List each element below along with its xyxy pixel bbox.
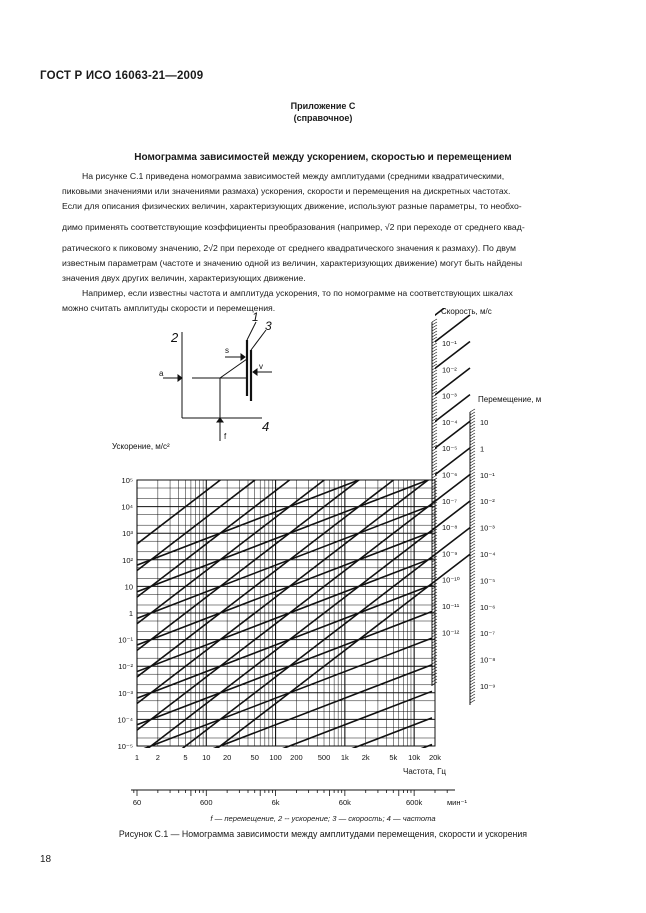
displacement-scale-hatch: [470, 679, 475, 682]
displacement-scale-hatch: [470, 505, 475, 508]
displacement-scale-hatch: [470, 589, 475, 592]
displacement-scale-hatch: [470, 664, 475, 667]
displacement-scale-hatch: [470, 601, 475, 604]
displacement-scale-hatch: [470, 469, 475, 472]
x-tick-label: 1k: [340, 753, 349, 762]
displacement-scale-hatch: [470, 607, 475, 610]
displacement-scale-hatch: [470, 640, 475, 643]
displacement-scale-hatch: [470, 658, 475, 661]
velocity-scale-hatch: [432, 463, 437, 466]
displacement-scale-hatch: [470, 478, 475, 481]
displacement-scale-hatch: [470, 661, 475, 664]
y-tick-label: 10⁻²: [118, 662, 133, 672]
displacement-scale-hatch: [470, 625, 475, 628]
velocity-scale-hatch: [432, 388, 437, 391]
velocity-scale-hatch: [432, 394, 437, 397]
displacement-tick-label: 10⁻⁴: [480, 550, 496, 559]
displacement-scale-hatch: [470, 586, 475, 589]
x-tick-label: 200: [290, 753, 303, 762]
displacement-tick-label: 10⁻⁸: [480, 655, 496, 665]
y-tick-label: 10⁻³: [118, 688, 133, 698]
displacement-scale-hatch: [470, 451, 475, 454]
velocity-scale-hatch: [432, 436, 437, 439]
velocity-scale-hatch: [432, 451, 437, 454]
velocity-scale-hatch: [432, 325, 437, 328]
velocity-scale-hatch: [432, 460, 437, 463]
displacement-scale-hatch: [470, 433, 475, 436]
inset-label-a: a: [159, 369, 164, 378]
velocity-scale-hatch: [432, 409, 437, 412]
displacement-scale-hatch: [470, 445, 475, 448]
velocity-scale-hatch: [432, 334, 437, 337]
displacement-scale-hatch: [470, 568, 475, 571]
displacement-scale-hatch: [470, 604, 475, 607]
displacement-scale-hatch: [470, 421, 475, 424]
inset-label-s: s: [225, 346, 229, 355]
right-scales: [432, 319, 496, 705]
inset-label-f: f: [224, 432, 227, 441]
displacement-tick-label: 10⁻²: [480, 497, 495, 507]
velocity-tick-label: 10⁻⁴: [442, 417, 458, 427]
velocity-tick-label: 10⁻³: [442, 391, 457, 401]
displacement-scale-hatch: [470, 700, 475, 703]
displacement-scale-hatch: [470, 448, 475, 451]
inset-label-v: v: [259, 362, 263, 371]
displacement-scale-hatch: [470, 460, 475, 463]
sqrt-symbol: √2: [208, 243, 218, 253]
displacement-scale-hatch: [470, 538, 475, 541]
displacement-scale-hatch: [470, 466, 475, 469]
displacement-scale-hatch: [470, 562, 475, 565]
text-span: ратического к пиковому значению, 2: [62, 243, 209, 253]
velocity-scale-title: Скорость, м/с: [441, 307, 492, 316]
velocity-scale-hatch: [432, 322, 437, 325]
displacement-scale-hatch: [470, 571, 475, 574]
velocity-scale-hatch: [432, 331, 437, 334]
velocity-scale-hatch: [432, 442, 437, 445]
inset-label-3: 3: [265, 319, 272, 333]
velocity-scale-hatch: [432, 343, 437, 346]
displacement-scale-hatch: [470, 502, 475, 505]
displacement-scale-hatch: [470, 436, 475, 439]
rpm-tick-label: 600k: [406, 798, 423, 807]
velocity-scale-hatch: [432, 454, 437, 457]
velocity-scale-hatch: [432, 469, 437, 472]
displacement-scale-hatch: [470, 481, 475, 484]
velocity-scale-hatch: [432, 448, 437, 451]
inset-diagram: [163, 322, 272, 441]
velocity-tick-label: 10⁻¹: [442, 339, 457, 348]
y-tick-label: 10³: [122, 529, 133, 539]
displacement-tick-label: 10⁻⁹: [480, 682, 496, 691]
displacement-scale-hatch: [470, 490, 475, 493]
velocity-scale-hatch: [432, 397, 437, 400]
displacement-scale-hatch: [470, 454, 475, 457]
displacement-scale-hatch: [470, 694, 475, 697]
displacement-scale-hatch: [470, 511, 475, 514]
rpm-tick-label: 60k: [338, 798, 351, 807]
displacement-scale-hatch: [470, 655, 475, 658]
displacement-scale-hatch: [470, 646, 475, 649]
text-line: пиковыми значениями или значениями размаха) ускорения, скорости и перемещения на дискретных частотах.: [62, 186, 511, 196]
displacement-scale-hatch: [470, 547, 475, 550]
displacement-scale-hatch: [470, 649, 475, 652]
displacement-scale-hatch: [470, 475, 475, 478]
x-tick-label: 50: [250, 753, 259, 762]
velocity-tick-label: 10⁻²: [442, 365, 457, 375]
displacement-scale-hatch: [470, 556, 475, 559]
displacement-scale-hatch: [470, 496, 475, 499]
displacement-line: [117, 315, 470, 586]
rpm-unit-label: мин⁻¹: [447, 798, 467, 807]
displacement-scale-hatch: [470, 484, 475, 487]
rpm-tick-label: 6k: [271, 798, 280, 807]
displacement-tick-label: 1: [480, 444, 485, 454]
y-tick-label: 10: [124, 582, 133, 592]
velocity-tick-label: 10⁻⁸: [442, 523, 458, 533]
y-tick-label: 10²: [122, 555, 133, 565]
velocity-scale-hatch: [432, 430, 437, 433]
displacement-scale-hatch: [470, 424, 475, 427]
x-tick-label: 500: [317, 753, 331, 762]
displacement-scale-hatch: [470, 667, 475, 670]
velocity-scale-hatch: [432, 361, 437, 364]
y-tick-label: 10⁻⁵: [117, 742, 133, 751]
velocity-tick-label: 10⁻¹⁰: [442, 575, 460, 585]
x-tick-label: 5k: [389, 753, 398, 762]
displacement-scale-hatch: [470, 439, 475, 442]
displacement-line: [117, 341, 470, 612]
velocity-scale-hatch: [432, 379, 437, 382]
velocity-scale-hatch: [432, 337, 437, 340]
text-line: Например, если известны частота и амплитуда ускорения, то по номограмме на соответствующих шкалах: [82, 288, 513, 298]
velocity-scale-hatch: [432, 358, 437, 361]
chart-grid: [137, 480, 435, 746]
displacement-tick-label: 10⁻⁵: [480, 576, 496, 586]
velocity-tick-label: 10⁻⁷: [442, 496, 458, 506]
velocity-scale-hatch: [432, 406, 437, 409]
displacement-scale-hatch: [470, 412, 475, 415]
displacement-scale-hatch: [470, 613, 475, 616]
displacement-scale-hatch: [470, 670, 475, 673]
x-tick-label: 20: [222, 753, 232, 762]
displacement-scale-hatch: [470, 493, 475, 496]
displacement-scale-hatch: [470, 457, 475, 460]
inset-label-2: 2: [171, 330, 179, 345]
section-title: Номограмма зависимостей между ускорением, скоростью и перемещением: [134, 152, 512, 163]
displacement-scale-hatch: [470, 598, 475, 601]
displacement-scale-hatch: [470, 520, 475, 523]
figure-legend: f — перемещение, 2 -- ускорение; 3 — скорость; 4 — частота: [210, 814, 436, 823]
velocity-scale-hatch: [432, 370, 437, 373]
velocity-scale-hatch: [432, 346, 437, 349]
displacement-scale-hatch: [470, 415, 475, 418]
velocity-scale-hatch: [432, 376, 437, 379]
displacement-scale-title: Перемещение, м: [478, 395, 542, 404]
x-tick-label: 2k: [361, 753, 370, 762]
displacement-scale-hatch: [470, 628, 475, 631]
velocity-scale-hatch: [432, 352, 437, 355]
x-tick-label: 100: [269, 753, 282, 762]
velocity-scale-hatch: [432, 439, 437, 442]
leader-3: [251, 330, 266, 350]
displacement-scale-hatch: [470, 580, 475, 583]
displacement-tick-label: 10: [480, 418, 489, 427]
displacement-scale-hatch: [470, 595, 475, 598]
text-line: На рисунке С.1 приведена номограмма зависимостей между амплитудами (средними квадратическими,: [82, 171, 505, 181]
sqrt-symbol: √2: [384, 222, 395, 232]
displacement-line: [117, 288, 470, 559]
velocity-scale-hatch: [432, 328, 437, 331]
y-tick-label: 10⁻⁴: [117, 715, 133, 725]
y-tick-label: 10⁵: [121, 476, 133, 485]
displacement-tick-label: 10⁻¹: [480, 470, 495, 480]
displacement-scale-hatch: [470, 682, 475, 685]
displacement-scale-hatch: [470, 622, 475, 625]
arrowhead-icon: [217, 418, 223, 422]
velocity-scale-hatch: [432, 466, 437, 469]
velocity-tick-label: 10⁻⁹: [442, 549, 458, 559]
velocity-scale-hatch: [432, 385, 437, 388]
displacement-scale-hatch: [470, 553, 475, 556]
arrowhead-icon: [253, 369, 257, 375]
displacement-scale-hatch: [470, 637, 475, 640]
page-number: 18: [40, 854, 52, 865]
displacement-tick-label: 10⁻⁷: [480, 629, 496, 639]
text-line: Если для описания физических величин, характеризующих движение, используют разные параметры, то необхо-: [62, 201, 522, 211]
displacement-scale-hatch: [470, 697, 475, 700]
x-tick-label: 2: [155, 753, 160, 762]
displacement-scale-hatch: [470, 517, 475, 520]
displacement-tick-label: 10⁻⁶: [480, 602, 496, 612]
displacement-scale-hatch: [470, 463, 475, 466]
velocity-tick-label: 10⁻⁵: [442, 444, 458, 454]
displacement-scale-hatch: [470, 691, 475, 694]
arrowhead-icon: [241, 354, 245, 360]
displacement-scale-hatch: [470, 499, 475, 502]
x-axis-title: Частота, Гц: [403, 767, 447, 776]
y-tick-label: 10⁻¹: [118, 635, 133, 645]
inset-label-1: 1: [252, 310, 259, 324]
displacement-scale-hatch: [470, 631, 475, 634]
velocity-scale-hatch: [432, 475, 437, 478]
displacement-scale-hatch: [470, 643, 475, 646]
displacement-scale-hatch: [470, 619, 475, 622]
displacement-scale-hatch: [470, 523, 475, 526]
velocity-scale-hatch: [432, 457, 437, 460]
displacement-scale-hatch: [470, 541, 475, 544]
displacement-scale-hatch: [470, 508, 475, 511]
displacement-scale-hatch: [470, 487, 475, 490]
displacement-scale-hatch: [470, 442, 475, 445]
text-line: значения двух других величин, характеризующих движение.: [62, 273, 306, 283]
velocity-scale-hatch: [432, 427, 437, 430]
text-span: при переходе от среднего квад-: [394, 222, 525, 232]
y-tick-label: 1: [128, 609, 133, 618]
displacement-scale-hatch: [470, 688, 475, 691]
velocity-scale-hatch: [432, 412, 437, 415]
displacement-scale-hatch: [470, 610, 475, 613]
velocity-scale-hatch: [432, 382, 437, 385]
rpm-tick-label: 60: [132, 798, 142, 807]
velocity-scale-hatch: [432, 415, 437, 418]
displacement-scale-hatch: [470, 583, 475, 586]
displacement-scale-hatch: [470, 676, 475, 679]
displacement-scale-hatch: [470, 418, 475, 421]
velocity-scale-hatch: [432, 349, 437, 352]
velocity-scale-hatch: [432, 319, 437, 322]
displacement-scale-hatch: [470, 559, 475, 562]
y-tick-label: 10⁴: [121, 502, 133, 512]
displacement-scale-hatch: [470, 427, 475, 430]
displacement-scale-hatch: [470, 565, 475, 568]
velocity-tick-label: 10⁻¹¹: [442, 602, 460, 611]
x-tick-label: 10k: [408, 753, 421, 762]
displacement-scale-hatch: [470, 529, 475, 532]
velocity-tick-label: 10⁻¹²: [442, 628, 460, 638]
displacement-scale-hatch: [470, 673, 475, 676]
rpm-axis: [131, 790, 467, 807]
x-tick-label: 20k: [428, 753, 442, 762]
displacement-scale-hatch: [470, 472, 475, 475]
velocity-scale-hatch: [432, 373, 437, 376]
displacement-scale-hatch: [470, 544, 475, 547]
displacement-scale-hatch: [470, 409, 475, 412]
displacement-scale-hatch: [470, 514, 475, 517]
velocity-scale-hatch: [432, 421, 437, 424]
displacement-tick-label: 10⁻³: [480, 523, 495, 533]
y-axis-title: Ускорение, м/с²: [112, 442, 170, 451]
velocity-scale-hatch: [432, 400, 437, 403]
velocity-scale-hatch: [432, 424, 437, 427]
leader-1: [247, 322, 256, 340]
displacement-scale-hatch: [470, 526, 475, 529]
text-span: при переходе от среднего квадратического значения к размаху). По двум: [217, 243, 516, 253]
appendix-subtitle: (справочное): [293, 113, 353, 123]
displacement-scale-hatch: [470, 577, 475, 580]
displacement-scale-hatch: [470, 652, 475, 655]
arrowhead-icon: [178, 375, 182, 381]
displacement-scale-hatch: [470, 430, 475, 433]
x-tick-label: 10: [202, 753, 211, 762]
rpm-tick-label: 600: [200, 798, 213, 807]
x-tick-label: 5: [183, 753, 188, 762]
displacement-scale-hatch: [470, 574, 475, 577]
displacement-scale-hatch: [470, 550, 475, 553]
inset-labels: [159, 310, 272, 441]
displacement-scale-hatch: [470, 634, 475, 637]
x-tick-label: 1: [134, 753, 140, 762]
displacement-scale-hatch: [470, 685, 475, 688]
velocity-scale-hatch: [432, 367, 437, 370]
appendix-title: Приложение С: [290, 101, 356, 111]
displacement-scale-hatch: [470, 535, 475, 538]
inset-curve: [192, 359, 247, 378]
displacement-scale-hatch: [470, 532, 475, 535]
document-code: ГОСТ Р ИСО 16063-21—2009: [40, 70, 204, 82]
velocity-scale-hatch: [432, 433, 437, 436]
text-span: димо применять соответствующие коэффициенты преобразования (например,: [62, 222, 385, 232]
velocity-scale-hatch: [432, 403, 437, 406]
velocity-tick-label: 10⁻⁶: [442, 470, 458, 480]
velocity-scale-hatch: [432, 355, 437, 358]
text-line: можно считать амплитуды скорости и перемещения.: [62, 303, 276, 313]
displacement-scale-hatch: [470, 592, 475, 595]
displacement-scale-hatch: [470, 616, 475, 619]
text-line: известным параметрам (частоте и значению одной из величин, характеризующих движение) могут быть найдены: [62, 258, 523, 268]
inset-label-4: 4: [262, 419, 270, 434]
figure-caption: Рисунок С.1 — Номограмма зависимости между амплитудами перемещения, скорости и ускорения: [118, 829, 528, 839]
